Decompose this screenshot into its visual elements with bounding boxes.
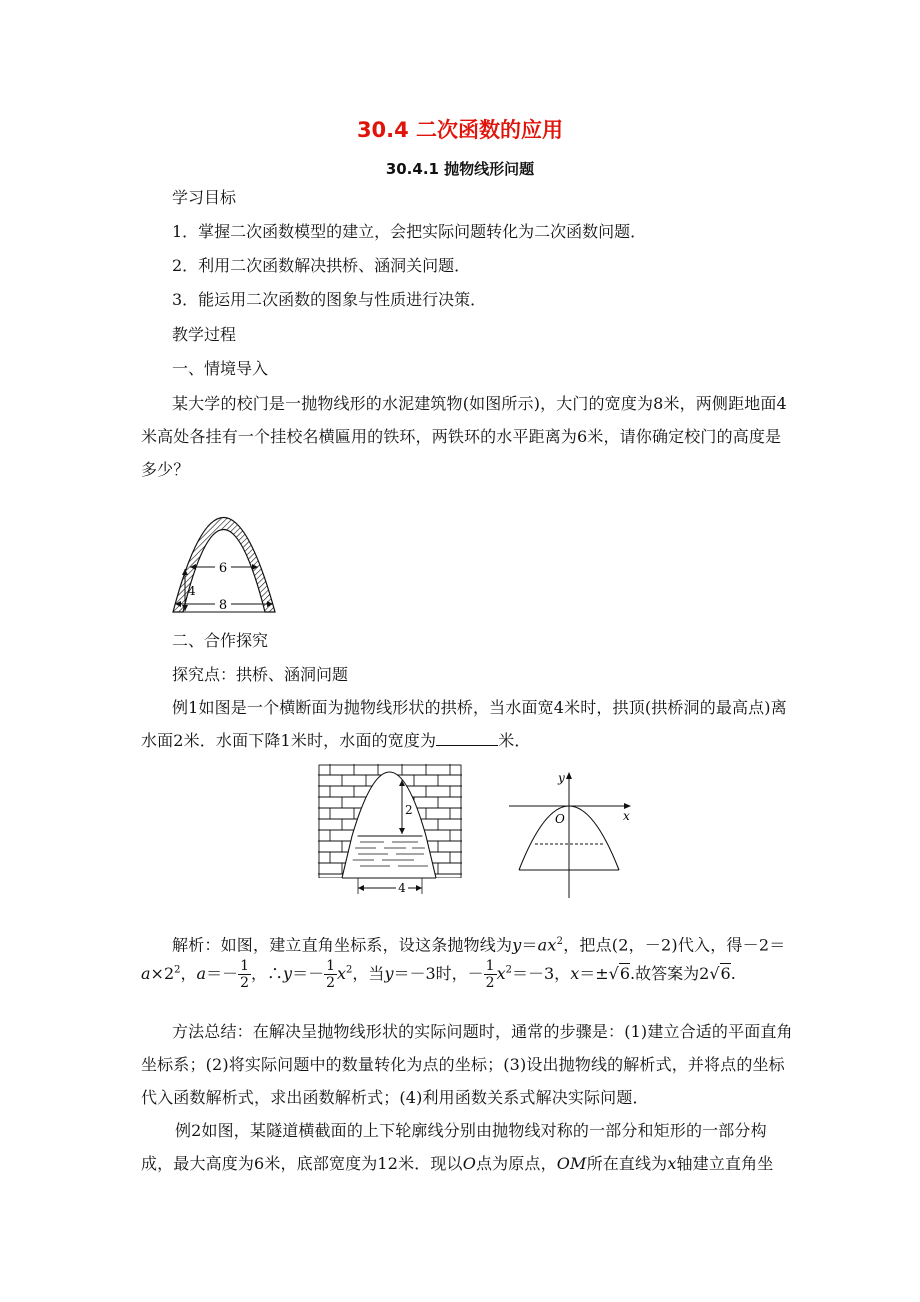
section1-heading: 一、情境导入 [172, 359, 269, 378]
section2-heading: 二、合作探究 [172, 631, 269, 650]
bridge-label-2: 2 [405, 803, 413, 817]
x-axis-label: x [623, 809, 630, 823]
fraction-half: $\frac{1}{2}$ [326, 958, 336, 991]
objective-3: 3．能运用二次函数的图象与性质进行决策． [172, 290, 487, 309]
y-axis-label: y [558, 771, 565, 785]
solution-line-2: $a\times 2^2$，a＝－ $\frac{1}{2}$ ，∴y＝－ $\frac{1}{2}$ $x^2$，当y＝－3时，－ $\frac{1}{2}$ $x^2=-3$，x＝±√6.故答案为2√6. [141, 958, 736, 991]
gate-figure [165, 495, 285, 620]
example1-paragraph [141, 691, 795, 757]
example1-text: 例1如图是一个横断面为抛物线形状的拱桥，当水面宽4米时，拱顶(拱桥洞的最高点)离水面2米．水面下降1米时，水面的宽度为 [141, 698, 787, 750]
objective-2: 2．利用二次函数解决拱桥、涵洞关问题． [172, 256, 471, 275]
example1-unit: 米． [498, 731, 531, 750]
bridge-label-4: 4 [398, 881, 406, 895]
sqrt-symbol: √ [608, 964, 619, 983]
intro-paragraph: 某大学的校门是一抛物线形的水泥建筑物(如图所示)，大门的宽度为8米，两侧距地面4米高处各挂有一个挂校名横匾用的铁环，两铁环的水平距离为6米，请你确定校门的高度是多少？ [141, 394, 787, 479]
gate-label-8: 8 [218, 598, 228, 613]
solution-line-1: 解析：如图，建立直角坐标系，设这条抛物线为$y=ax^2$，把点(2，－2)代入，得－2＝ [172, 935, 786, 955]
page-subtitle: 30.4.1 抛物线形问题 [385, 160, 535, 178]
process-heading: 教学过程 [172, 325, 237, 344]
gate-label-6: 6 [218, 561, 228, 576]
objective-1: 1．掌握二次函数模型的建立，会把实际问题转化为二次函数问题． [172, 222, 647, 241]
gate-label-4: 4 [188, 584, 196, 598]
answer-blank [436, 731, 498, 746]
example2-paragraph: 例2如图，某隧道横截面的上下轮廓线分别由抛物线对称的一部分和矩形的一部分构成，最大高度为6米，底部宽度为12米．现以O点为原点，OM所在直线为x轴建立直角坐 [141, 1121, 774, 1173]
axes-figure [505, 768, 640, 900]
bridge-figure [318, 764, 462, 900]
water [348, 836, 433, 866]
fraction-half: $\frac{1}{2}$ [485, 958, 495, 991]
objectives-heading: 学习目标 [172, 188, 237, 207]
explore-point: 探究点：拱桥、涵洞问题 [172, 665, 349, 684]
fraction-half: $\frac{1}{2}$ [240, 958, 250, 991]
page-title: 30.4 二次函数的应用 [356, 118, 564, 142]
sqrt-symbol: √ [709, 964, 720, 983]
brick-wall [318, 764, 462, 878]
origin-label: O [555, 812, 565, 826]
method-summary: 方法总结：在解决呈抛物线形状的实际问题时，通常的步骤是：(1)建立合适的平面直角坐标系；(2)将实际问题中的数量转化为点的坐标；(3)设出抛物线的解析式，并将点的坐标代入函数解析式，求出函数解析式；(4)利用函数关系式解决实际问题． [141, 1022, 793, 1107]
